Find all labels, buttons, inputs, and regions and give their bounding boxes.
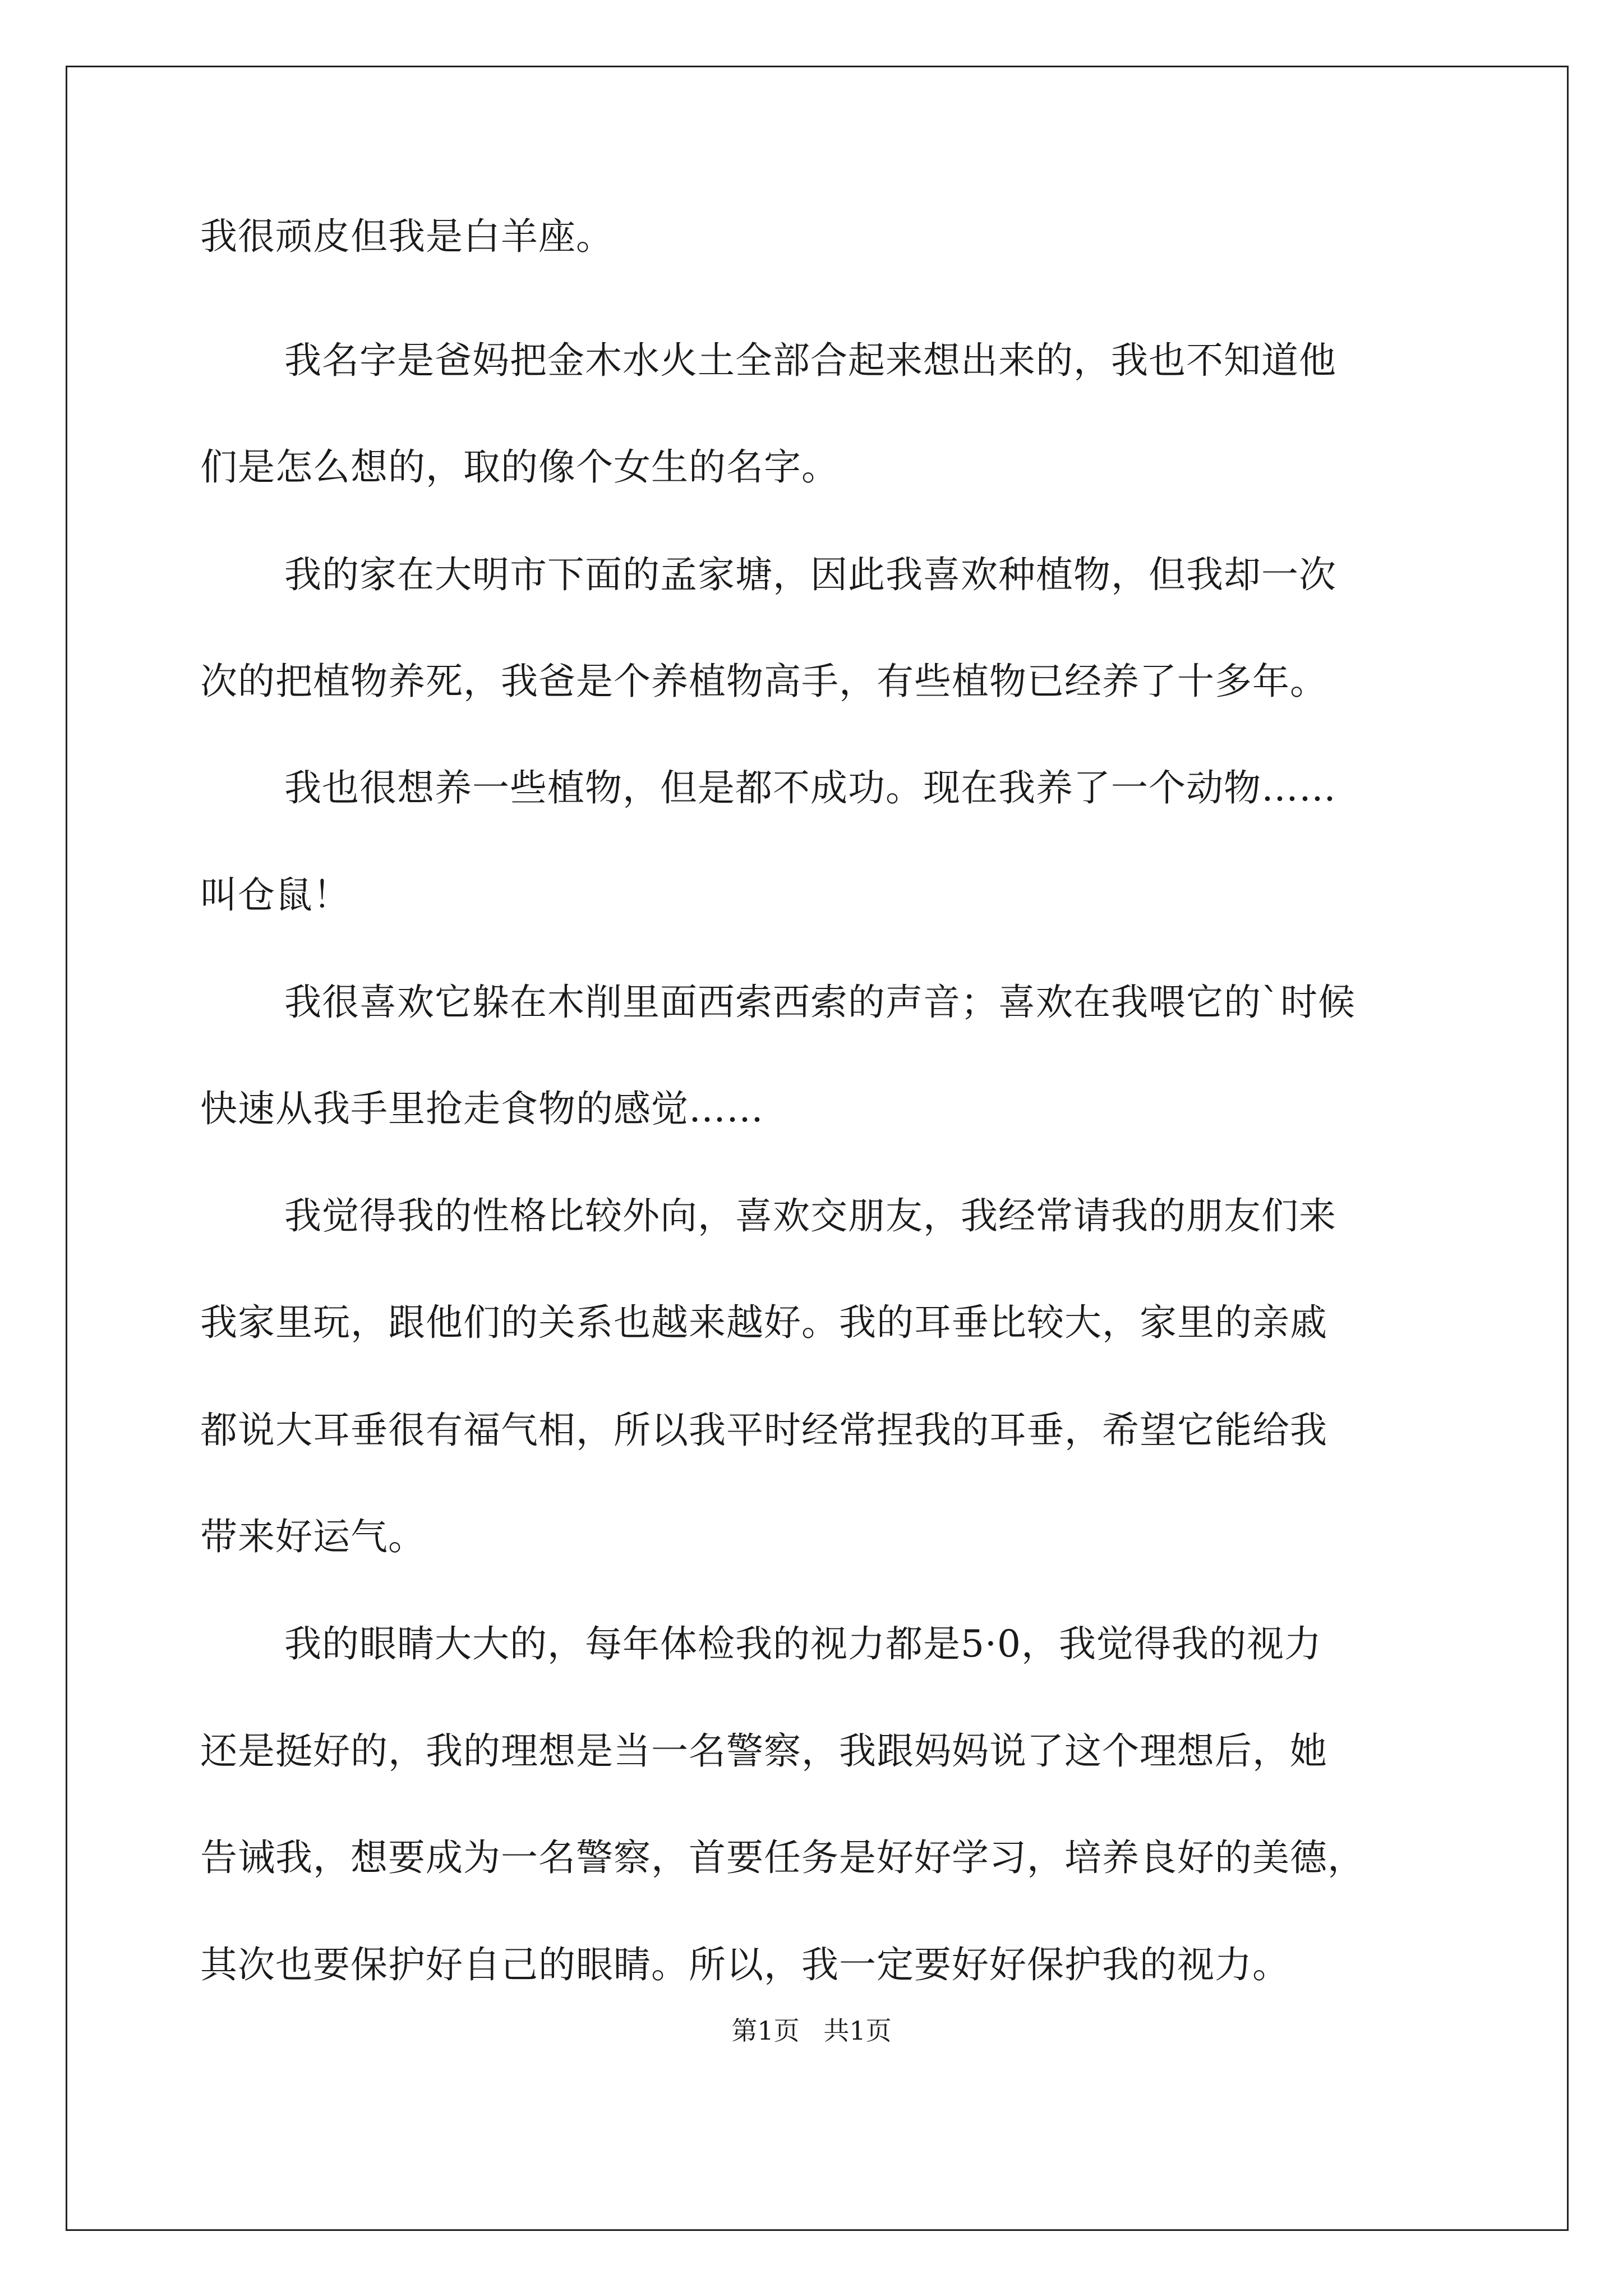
text-line: 告诫我，想要成为一名警察，首要任务是好好学习，培养良好的美德， <box>200 1836 1365 1879</box>
text-line: 叫仓鼠！ <box>200 873 351 917</box>
text-line: 我家里玩，跟他们的关系也越来越好。我的耳垂比较大，家里的亲戚 <box>200 1301 1327 1344</box>
text-line: 我也很想养一些植物，但是都不成功。现在我养了一个动物…… <box>284 766 1336 809</box>
text-line: 我的眼睛大大的，每年体检我的视力都是5·0，我觉得我的视力 <box>284 1622 1322 1665</box>
page-total: 共1页 <box>823 2016 892 2046</box>
text-line: 我名字是爸妈把金木水火土全部合起来想出来的，我也不知道他 <box>284 339 1336 382</box>
text-line: 我觉得我的性格比较外向，喜欢交朋友，我经常请我的朋友们来 <box>284 1194 1336 1237</box>
text-line: 我的家在大明市下面的孟家塘，因此我喜欢种植物，但我却一次 <box>284 553 1336 596</box>
page-number: 第1页 <box>731 2016 800 2046</box>
text-line: 带来好运气。 <box>200 1515 426 1558</box>
page-border <box>66 66 1569 2231</box>
page-footer <box>0 2014 1623 2047</box>
text-line: 都说大耳垂很有福气相，所以我平时经常捏我的耳垂，希望它能给我 <box>200 1409 1327 1452</box>
text-line: 还是挺好的，我的理想是当一名警察，我跟妈妈说了这个理想后，她 <box>200 1729 1327 1773</box>
text-line: 其次也要保护好自己的眼睛。所以，我一定要好好保护我的视力。 <box>200 1943 1290 1986</box>
text-line: 我很喜欢它躲在木削里面西索西索的声音；喜欢在我喂它的`时候 <box>284 981 1355 1024</box>
text-line: 次的把植物养死，我爸是个养植物高手，有些植物已经养了十多年。 <box>200 660 1327 703</box>
text-line: 快速从我手里抢走食物的感觉…… <box>200 1087 764 1130</box>
text-line: 我很顽皮但我是白羊座。 <box>200 215 614 258</box>
text-line: 们是怎么想的，取的像个女生的名字。 <box>200 445 839 489</box>
